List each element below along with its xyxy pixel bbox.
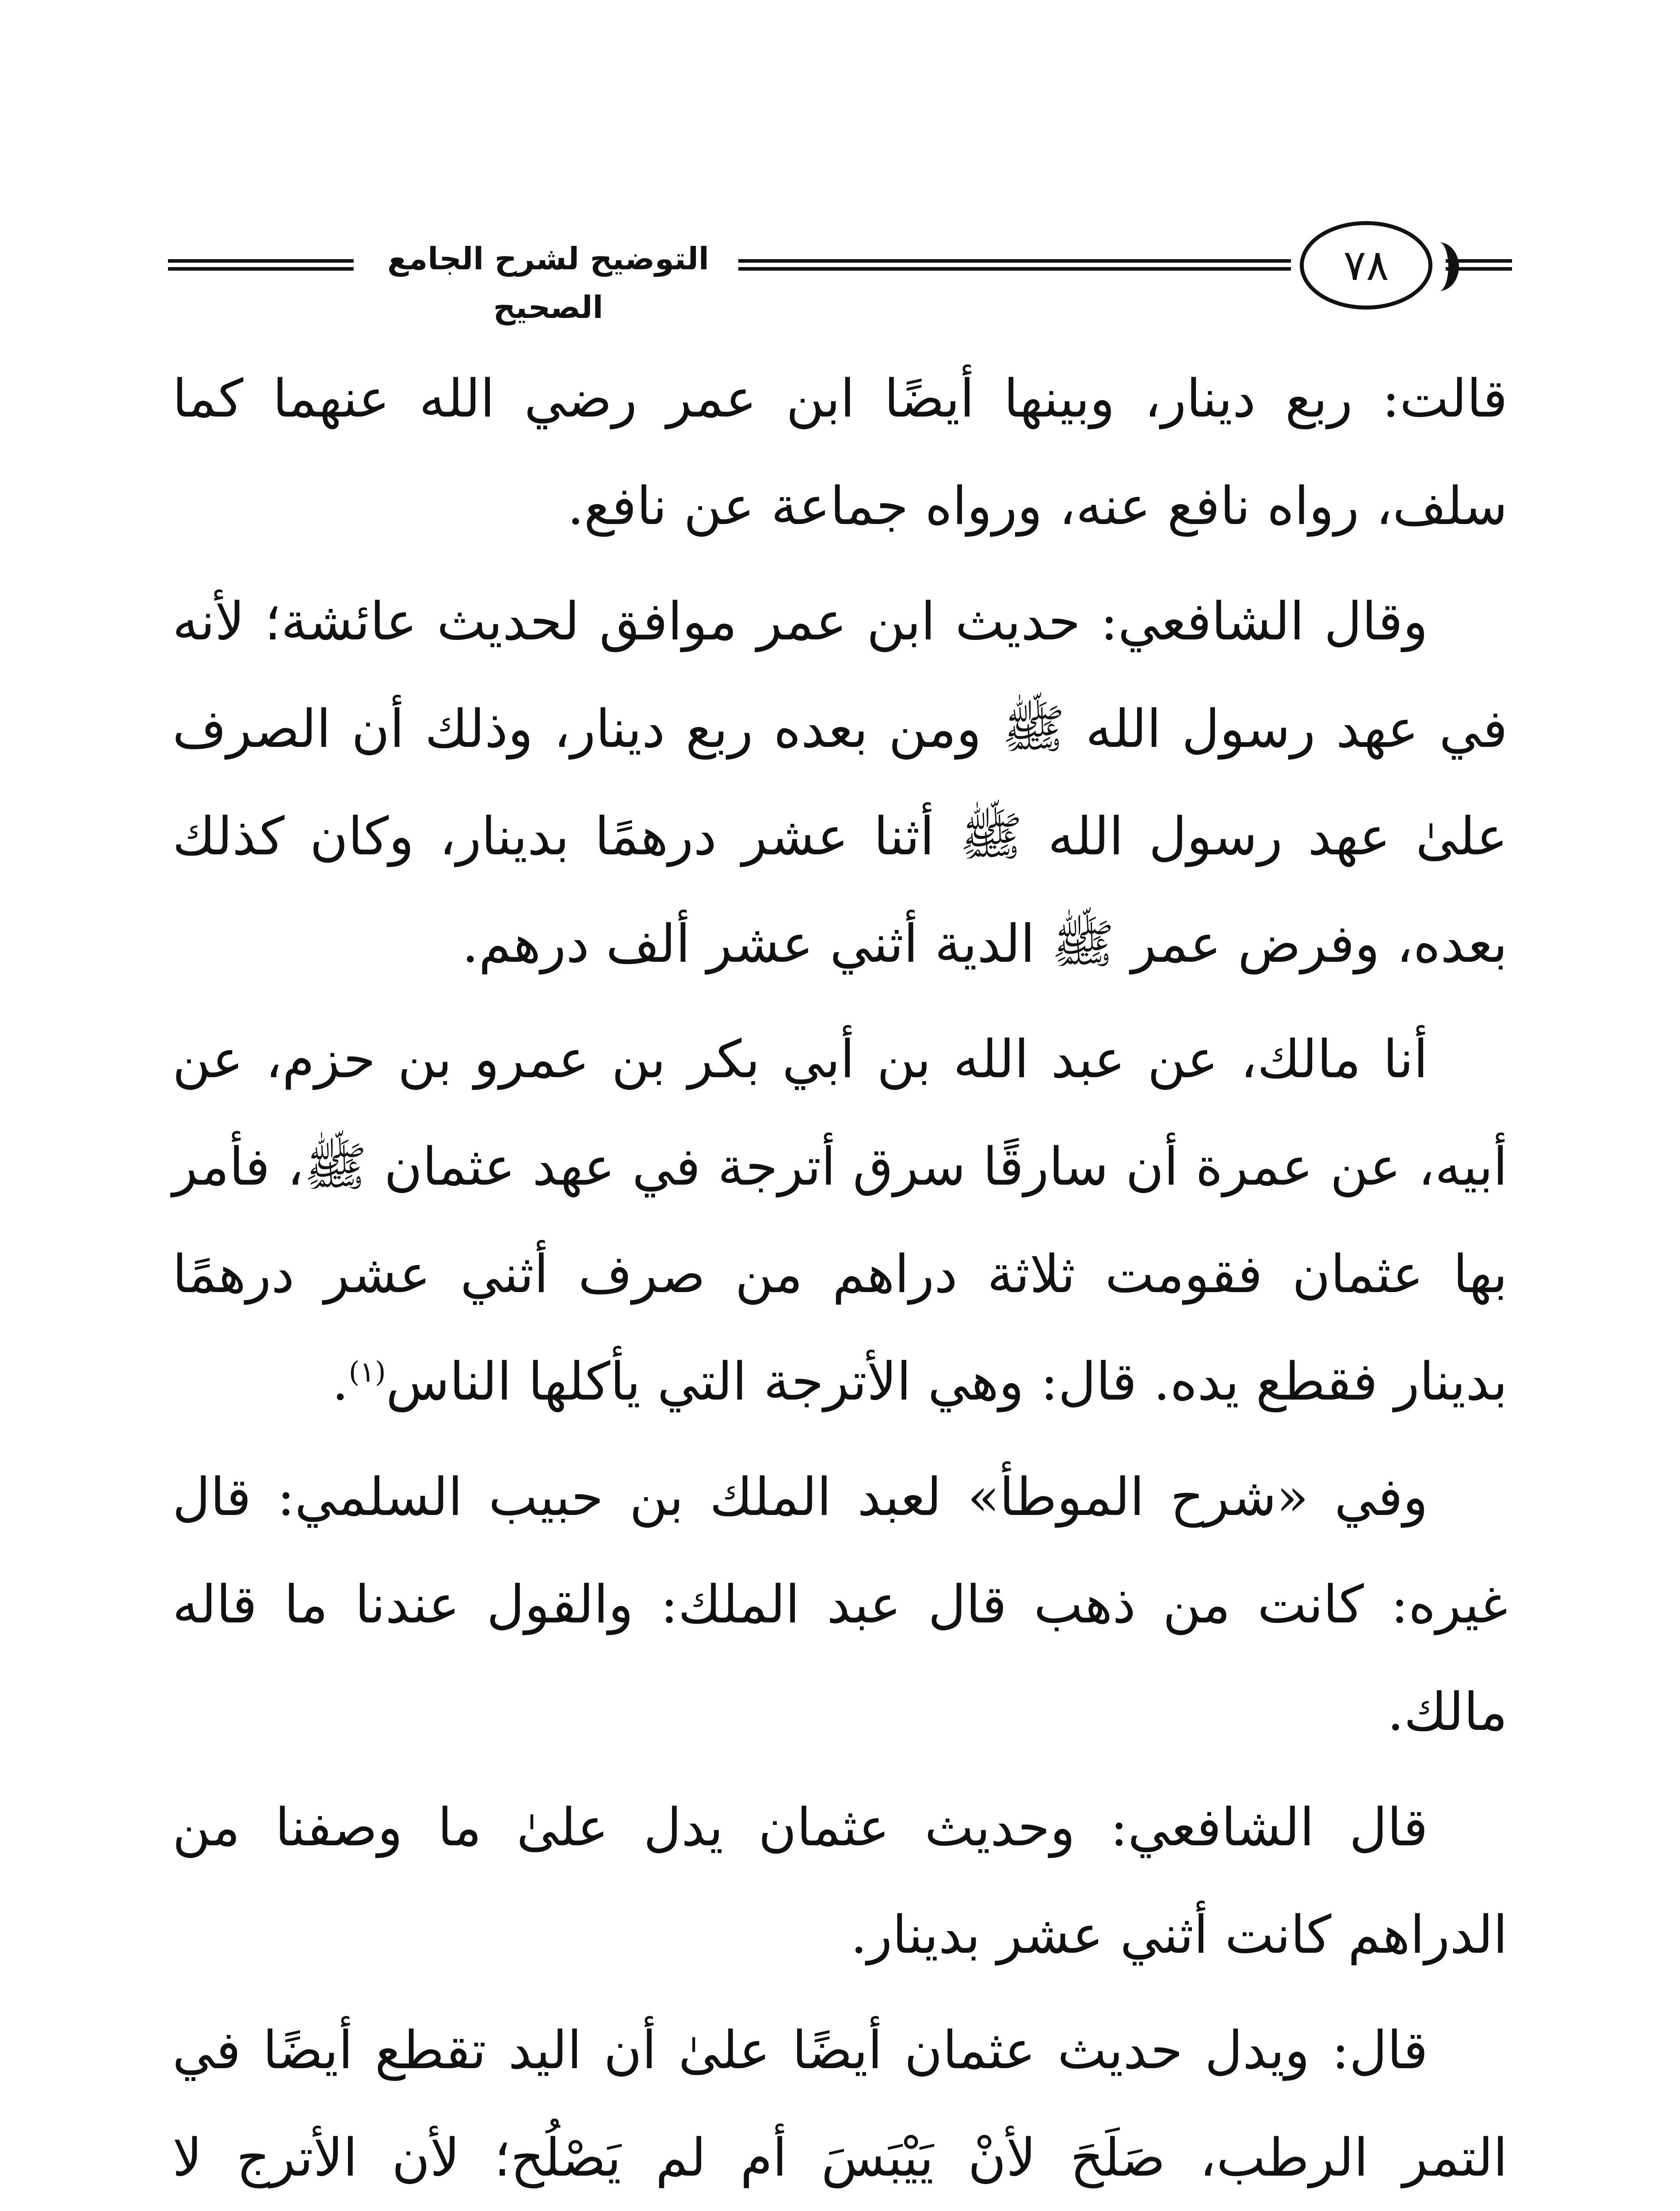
- paragraph-text: قال الشافعي: وحديث عثمان يدل علىٰ ما وصفنا من الدراهم كانت أثني عشر بدينار.: [172, 1797, 1508, 1965]
- paragraph: أنا مالك، عن عبد الله بن أبي بكر بن عمرو بن حزم، عن أبيه، عن عمرة أن سارقًا سرق أترجة في عهد عثمان ﷺ، فأمر بها عثمان فقومت ثلاثة دراهم من صرف أثني عشر درهمًا بدينار فقطع يده. قال: وهي الأترجة التي يأكلها الناس$^{(١)}$.: [172, 1029, 1508, 1412]
- running-header: [168, 221, 1512, 323]
- main-text: [172, 345, 1508, 2211]
- paragraph-text: وفي «شرح الموطأ» لعبد الملك بن حبيب السلمي: قال غيره: كانت من ذهب قال عبد الملك: والقول عندنا ما قاله مالك.: [172, 1466, 1508, 1742]
- header-rule-middle: [738, 259, 1291, 271]
- paragraph: [172, 345, 1508, 560]
- paragraph: [172, 1443, 1508, 1766]
- paragraph: [172, 1997, 1508, 2211]
- running-title: التوضيح لشرح الجامع الصحيح: [387, 241, 709, 325]
- header-rule-left: [168, 259, 354, 271]
- paragraph: [172, 568, 1508, 998]
- header-rule-right: [1446, 259, 1512, 271]
- paragraph-text: قال: ويدل حديث عثمان أيضًا علىٰ أن اليد تقطع أيضًا في التمر الرطب، صَلَحَ لأنْ يَيْبَسَ أم لم يَصْلُح؛ لأن الأترج لا: [172, 2020, 1508, 2188]
- paragraph: [172, 1774, 1508, 1989]
- paragraph-text: قالت: ربع دينار، وبينها أيضًا ابن عمر رضي الله عنهما كما سلف، رواه نافع عنه، ورواه جماعة عن نافع.: [172, 368, 1508, 536]
- paragraph-text: أنا مالك، عن عبد الله بن أبي بكر بن عمرو بن حزم، عن أبيه، عن عمرة أن سارقًا سرق أترجة في عهد عثمان ﷺ، فأمر بها عثمان فقومت ثلاثة دراهم من صرف أثني عشر درهمًا بدينار فقطع يده. قال: وهي الأترجة التي يأكلها الناس: [172, 1029, 1508, 1412]
- page-number: ٧٨: [1343, 241, 1389, 290]
- paragraph-text: وقال الشافعي: حديث ابن عمر موافق لحديث عائشة؛ لأنه في عهد رسول الله ﷺ ومن بعده ربع دينار، وذلك أن الصرف علىٰ عهد رسول الله ﷺ أثنا عشر درهمًا بدينار، وكان كذلك بعده، وفرض عمر ﷺ الدية أثني عشر ألف درهم.: [172, 591, 1508, 974]
- page-number-oval: [1300, 221, 1432, 310]
- footnote-marker[interactable]: (١): [348, 1356, 386, 1389]
